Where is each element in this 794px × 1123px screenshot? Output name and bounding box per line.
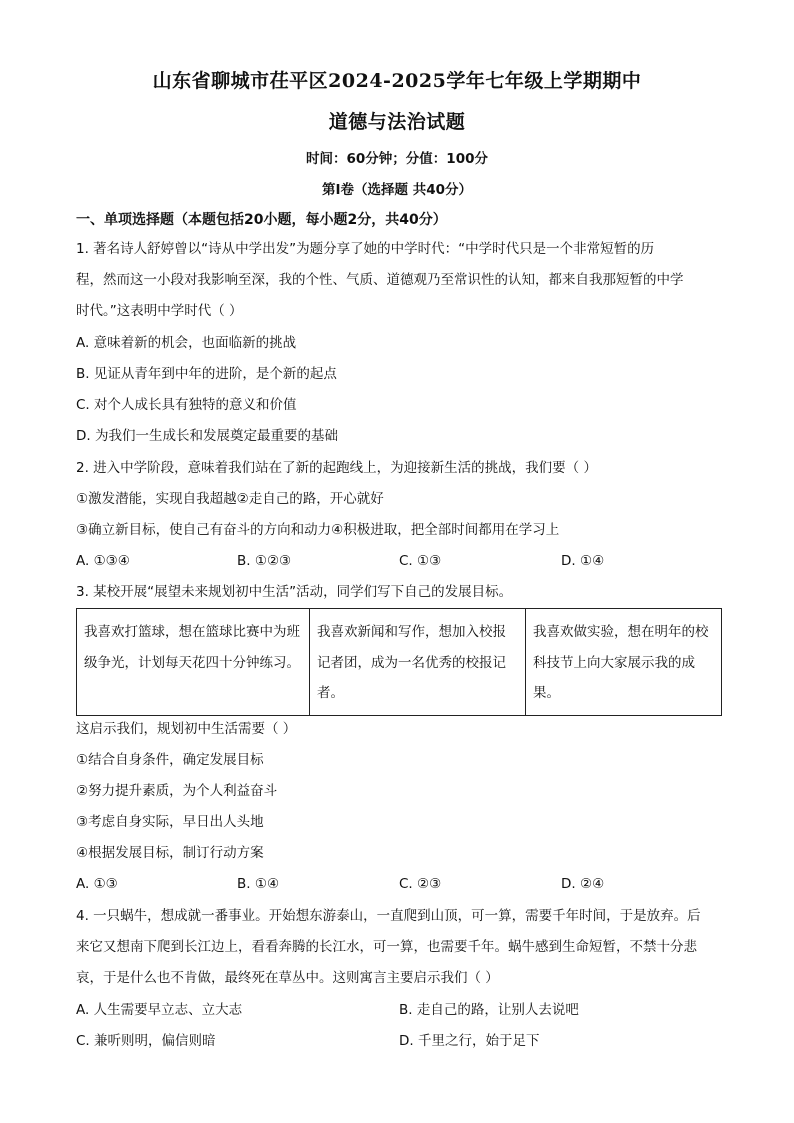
q3-item: ③考虑自身实际，早日出人头地	[76, 814, 264, 830]
q3-item: ②努力提升素质，为个人利益奋斗	[76, 783, 278, 799]
q4-option-b: B. 走自己的路，让别人去说吧	[399, 1002, 579, 1018]
exam-title-line1: 山东省聊城市茌平区2024-2025学年七年级上学期期中	[152, 70, 642, 92]
table-row	[77, 609, 722, 716]
q2-items-line: ①激发潜能，实现自我超越②走自己的路，开心就好	[76, 491, 384, 507]
q2-option-a: A. ①③④	[76, 553, 130, 569]
q3-option-a: A. ①③	[76, 876, 118, 892]
q2-option-b: B. ①②③	[237, 553, 292, 569]
goal-cell: 我喜欢新闻和写作，想加入校报记者团，成为一名优秀的校报记者。	[310, 609, 526, 716]
section-heading: 一、单项选择题（本题包括20小题，每小题2分，共40分）	[76, 212, 447, 228]
q2-items-line: ③确立新目标，使自己有奋斗的方向和动力④积极进取，把全部时间都用在学习上	[76, 522, 560, 538]
goal-cell: 我喜欢做实验，想在明年的校科技节上向大家展示我的成果。	[526, 609, 722, 716]
q3-item: ①结合自身条件，确定发展目标	[76, 752, 264, 768]
q3-stem: 3. 某校开展“展望未来规划初中生活”活动，同学们写下自己的发展目标。	[76, 584, 513, 600]
q1-option-b: B. 见证从青年到中年的进阶，是个新的起点	[76, 366, 337, 382]
q1-stem-line: 时代。”这表明中学时代（ ）	[76, 303, 243, 319]
exam-meta: 时间：60分钟；分值：100分	[306, 151, 488, 167]
volume-heading: 第Ⅰ卷（选择题 共40分）	[321, 182, 472, 198]
exam-title-line2: 道德与法治试题	[328, 111, 466, 133]
q2-stem: 2. 进入中学阶段，意味着我们站在了新的起跑线上，为迎接新生活的挑战，我们要（ ）	[76, 460, 597, 476]
q1-stem-line: 程，然而这一小段对我影响至深，我的个性、气质、道德观乃至常识性的认知，都来自我那短暂的中学	[76, 272, 684, 288]
q1-option-a: A. 意味着新的机会，也面临新的挑战	[76, 335, 297, 351]
q2-option-d: D. ①④	[561, 553, 605, 569]
goal-cell: 我喜欢打篮球，想在篮球比赛中为班级争光，计划每天花四十分钟练习。	[77, 609, 310, 716]
goals-table	[76, 608, 722, 716]
q4-option-d: D. 千里之行，始于足下	[399, 1033, 540, 1049]
q4-option-a: A. 人生需要早立志、立大志	[76, 1002, 243, 1018]
q3-question: 这启示我们，规划初中生活需要（ ）	[76, 721, 297, 737]
q1-option-c: C. 对个人成长具有独特的意义和价值	[76, 397, 297, 413]
q3-item: ④根据发展目标，制订行动方案	[76, 845, 264, 861]
q1-option-d: D. 为我们一生成长和发展奠定最重要的基础	[76, 428, 338, 444]
q3-option-d: D. ②④	[561, 876, 605, 892]
q1-stem-line: 1. 著名诗人舒婷曾以“诗从中学出发”为题分享了她的中学时代：“中学时代只是一个非常短暂的历	[76, 241, 655, 257]
q3-option-c: C. ②③	[399, 876, 442, 892]
q4-stem-line: 4. 一只蜗牛，想成就一番事业。开始想东游泰山，一直爬到山顶，可一算，需要千年时间，于是放弃。后	[76, 908, 701, 924]
q2-option-c: C. ①③	[399, 553, 442, 569]
q3-option-b: B. ①④	[237, 876, 280, 892]
q4-option-c: C. 兼听则明，偏信则暗	[76, 1033, 216, 1049]
q4-stem-line: 来它又想南下爬到长江边上，看看奔腾的长江水，可一算，也需要千年。蜗牛感到生命短暂，不禁十分悲	[76, 939, 697, 955]
q4-stem-line: 哀，于是什么也不肯做，最终死在草丛中。这则寓言主要启示我们（ ）	[76, 970, 499, 986]
